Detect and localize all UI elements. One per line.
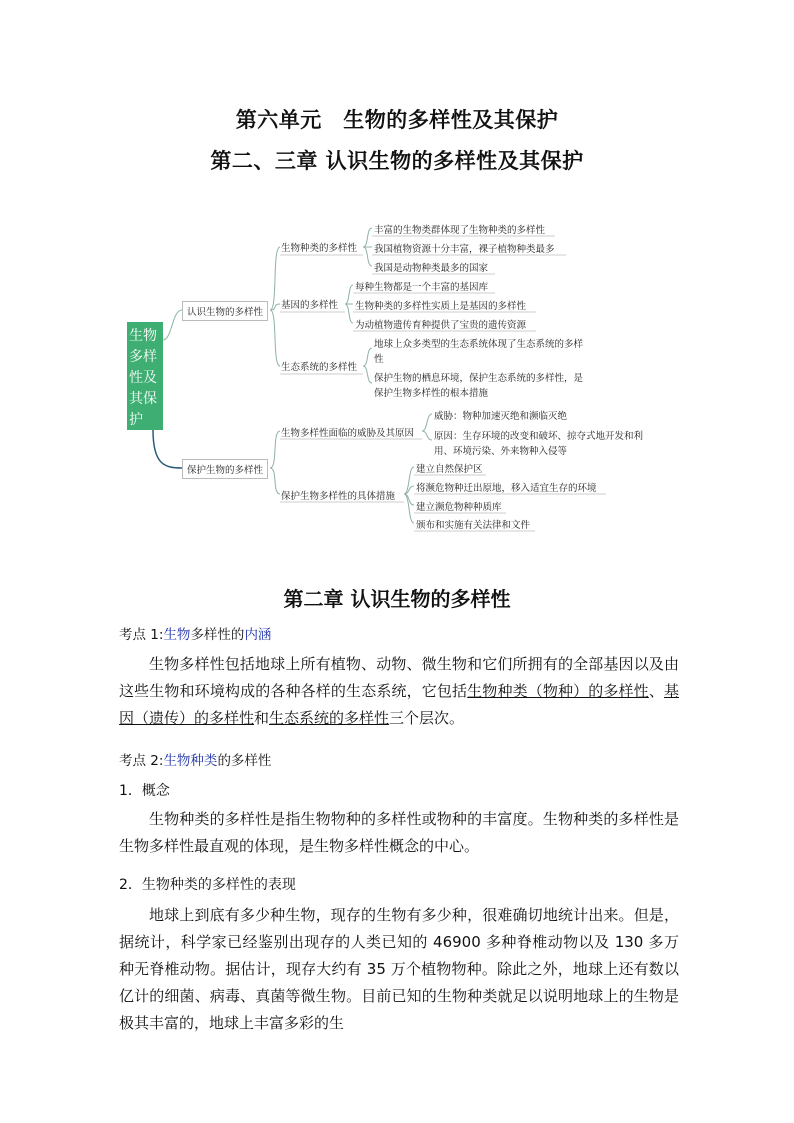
node-measures: 保护生物多样性的具体措施	[281, 491, 396, 502]
kd-prefix: 考点 1:	[119, 627, 164, 643]
leaf-item: 将濒危物种迁出原地，移入适宜生存的环境	[416, 483, 597, 494]
leaf-item: 建立自然保护区	[416, 464, 483, 475]
underlined-term: 生态系统的多样性	[269, 709, 390, 727]
key-point-2	[119, 749, 271, 769]
underlined-term: 生物种类（物种）的多样性	[467, 682, 649, 700]
node-species-diversity: 生物种类的多样性	[281, 243, 358, 254]
connector-branch2	[153, 430, 182, 468]
kd-text: 的多样性	[217, 753, 272, 769]
leaf-item: 威胁：物种加速灭绝和濒临灭绝	[434, 411, 568, 422]
key-point-1	[119, 623, 271, 643]
branch-recognize: 认识生物的多样性	[182, 301, 268, 321]
leaf-item: 地球上众多类型的生态系统体现了生态系统的多样	[374, 339, 584, 350]
paragraph-text: 生物种类的多样性是指生物物种的多样性或物种的丰富度。生物种类的多样性是生物多样性最直观的体现，是生物多样性概念的中心。	[119, 810, 679, 855]
text-run: 和	[254, 709, 270, 727]
node-gene-diversity: 基因的多样性	[281, 300, 339, 311]
kd-keyword: 生物种类	[163, 753, 218, 769]
leaf-item: 我国植物资源十分丰富，裸子植物种类最多	[374, 244, 555, 255]
node-ecosystem-diversity: 生态系统的多样性	[281, 362, 358, 373]
connector-branch1	[163, 310, 182, 340]
leaf-item: 我国是动物种类最多的国家	[374, 263, 489, 274]
text-run: 生物多样性包括地球上所有植物、动物、微生物和它们所拥有的全部基因以及由这些生物和环境构成的各种各样的生态系统，它包括	[119, 655, 679, 700]
leaf-item: 每种生物都是一个丰富的基因库	[355, 282, 489, 293]
leaf-item: 性	[374, 354, 384, 365]
leaf-item: 为动植物遗传育种提供了宝贵的遗传资源	[355, 320, 527, 331]
chapter-title: 第二、三章 认识生物的多样性及其保护	[210, 148, 584, 173]
paragraph-manifestation	[119, 902, 679, 1037]
leaf-item: 用、环境污染、外来物种入侵等	[434, 446, 568, 457]
root-label: 生物多样性及其保护	[129, 328, 157, 428]
kd-text: 多样性的	[190, 627, 245, 643]
paragraph-definition	[119, 651, 679, 732]
leaf-item: 丰富的生物类群体现了生物种类的多样性	[374, 225, 546, 236]
text-run: 三个层次。	[389, 709, 465, 727]
leaf-item: 原因：生存环境的改变和破坏、掠夺式地开发和利	[434, 431, 644, 442]
text-run: 、	[648, 682, 664, 700]
node-threats: 生物多样性面临的威胁及其原因	[281, 428, 415, 439]
kd-keyword: 内涵	[244, 627, 272, 643]
kd-keyword: 生物	[163, 627, 191, 643]
leaf-item: 颁布和实施有关法律和文件	[416, 520, 531, 531]
paragraph-concept	[119, 806, 679, 860]
list-item-concept: 1．概念	[119, 783, 170, 799]
underlined-term: 基因（遗传）的多样性	[119, 682, 679, 727]
mind-map-root	[127, 322, 163, 430]
unit-title: 第六单元 生物的多样性及其保护	[235, 107, 559, 132]
section-heading: 第二章 认识生物的多样性	[283, 587, 511, 611]
leaf-item: 保护生物多样性的根本措施	[374, 388, 489, 399]
leaf-item: 保护生物的栖息环境，保护生态系统的多样性，是	[374, 373, 584, 384]
list-item-manifestation: 2．生物种类的多样性的表现	[119, 877, 296, 893]
leaf-item: 生物种类的多样性实质上是基因的多样性	[355, 301, 527, 312]
leaf-item: 建立濒危物种种质库	[416, 502, 502, 513]
kd-prefix: 考点 2:	[119, 753, 164, 769]
branch-protect: 保护生物的多样性	[182, 459, 268, 479]
paragraph-text: 地球上到底有多少种生物，现存的生物有多少种，很难确切地统计出来。但是，据统计，科学家已经鉴别出现存的人类已知的 46900 多种脊椎动物以及 130 多万种无脊椎动物。据估计，现存大约有 35 万个植物物种。除此之外，地球上还有数以亿计的细菌、病毒、真菌等微生物。目前已知的生物种类就足以说明地球上的生物是极其丰富的，地球上丰富多彩的生	[119, 906, 679, 1032]
